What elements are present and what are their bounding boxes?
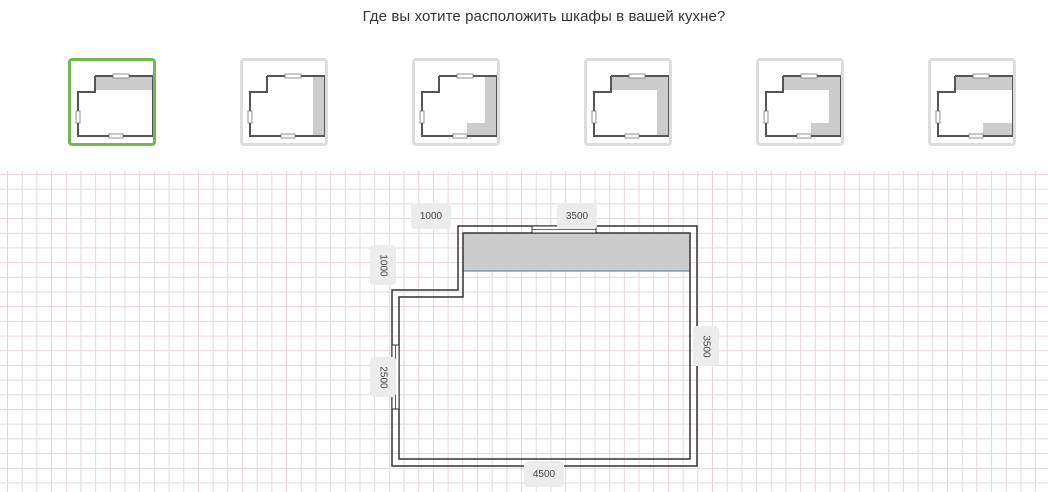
dimension-left-upper-wall[interactable]: 1000 bbox=[370, 245, 396, 285]
dimension-left-lower-wall[interactable]: 2500 bbox=[370, 357, 396, 397]
dimension-bottom-wall[interactable]: 4500 bbox=[524, 461, 564, 487]
dimension-top-wall[interactable]: 3500 bbox=[557, 203, 597, 229]
question-title: Где вы хотите расположить шкафы в вашей кухне? bbox=[362, 8, 726, 25]
dimension-right-wall[interactable]: 3500 bbox=[693, 326, 719, 366]
dimension-top-left-offset[interactable]: 1000 bbox=[411, 203, 451, 229]
cabinet-block[interactable] bbox=[463, 233, 690, 271]
